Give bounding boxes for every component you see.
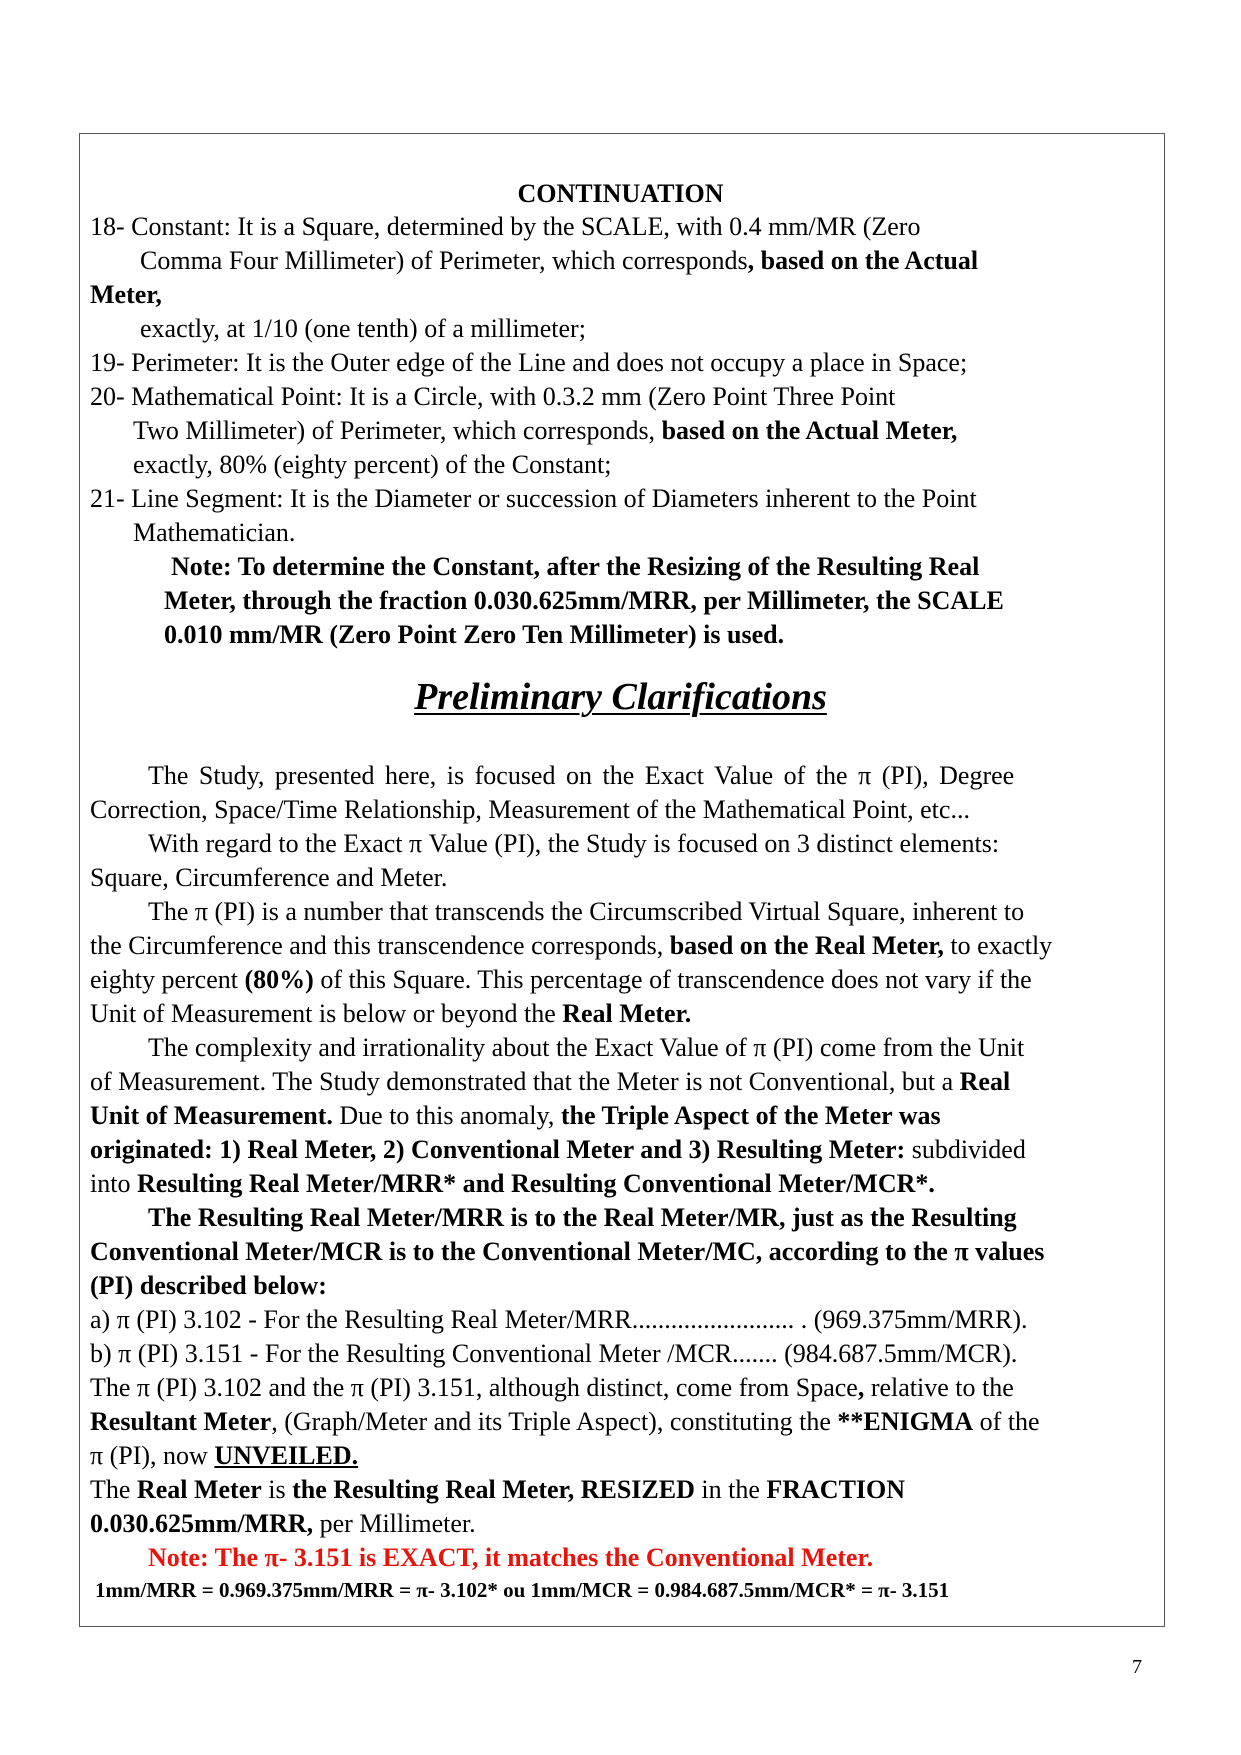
body-line: π (PI), now UNVEILED. [90, 1441, 359, 1470]
body-line: Unit of Measurement. Due to this anomaly, the Triple Aspect of the Meter was [90, 1101, 941, 1130]
body-line: Unit of Measurement is below or beyond the Real Meter. [90, 999, 692, 1028]
body-line: The Resulting Real Meter/MRR is to the Real Meter/MR, just as the Resulting [148, 1203, 1017, 1232]
body-line: The Real Meter is the Resulting Real Meter, RESIZED in the FRACTION [90, 1475, 906, 1504]
body-line: The Study, presented here, is focused on the Exact Value of the π (PI), Degree [148, 761, 1015, 790]
body-line: into Resulting Real Meter/MRR* and Resulting Conventional Meter/MCR*. [90, 1169, 935, 1198]
note-constant-line3: 0.010 mm/MR (Zero Point Zero Ten Millimeter) is used. [164, 620, 785, 649]
definition-21-line1: 21- Line Segment: It is the Diameter or succession of Diameters inherent to the Point [90, 484, 977, 513]
body-line: Conventional Meter/MCR is to the Conventional Meter/MC, according to the π values [90, 1237, 1045, 1266]
definition-21-line2: Mathematician. [133, 518, 296, 547]
definition-18-line3: Meter, [90, 280, 162, 309]
note-exact-pi: Note: The π- 3.151 is EXACT, it matches the Conventional Meter. [148, 1543, 874, 1572]
body-line: The π (PI) 3.102 and the π (PI) 3.151, although distinct, come from Space, relative to the [90, 1373, 1014, 1402]
definition-18-line2: Comma Four Millimeter) of Perimeter, which corresponds, based on the Actual [140, 246, 979, 275]
body-line: With regard to the Exact π Value (PI), the Study is focused on 3 distinct elements: [148, 829, 1000, 858]
definition-20-line2: Two Millimeter) of Perimeter, which corresponds, based on the Actual Meter, [133, 416, 958, 445]
body-line: The complexity and irrationality about the Exact Value of π (PI) come from the Unit [148, 1033, 1025, 1062]
definition-18-line4: exactly, at 1/10 (one tenth) of a millimeter; [140, 314, 586, 343]
body-line: of Measurement. The Study demonstrated that the Meter is not Conventional, but a Real [90, 1067, 1011, 1096]
body-line: the Circumference and this transcendence corresponds, based on the Real Meter, to exactly [90, 931, 1053, 960]
body-line: 0.030.625mm/MRR, per Millimeter. [90, 1509, 476, 1538]
section-heading: Preliminary Clarifications [414, 676, 827, 718]
list-item-a: a) π (PI) 3.102 - For the Resulting Real Meter/MRR......................... . (969.375mm/MRR). [90, 1305, 1028, 1334]
definition-20-line3: exactly, 80% (eighty percent) of the Constant; [133, 450, 612, 479]
body-line: Correction, Space/Time Relationship, Measurement of the Mathematical Point, etc... [90, 795, 970, 824]
list-item-b: b) π (PI) 3.151 - For the Resulting Conventional Meter /MCR....... (984.687.5mm/MCR). [90, 1339, 1018, 1368]
body-line: (PI) described below: [90, 1271, 327, 1300]
note-constant-line2: Meter, through the fraction 0.030.625mm/MRR, per Millimeter, the SCALE [164, 586, 1004, 615]
definition-19: 19- Perimeter: It is the Outer edge of the Line and does not occupy a place in Space; [90, 348, 968, 377]
body-line: Square, Circumference and Meter. [90, 863, 448, 892]
definition-18-line1: 18- Constant: It is a Square, determined by the SCALE, with 0.4 mm/MR (Zero [90, 212, 921, 241]
body-line: originated: 1) Real Meter, 2) Conventional Meter and 3) Resulting Meter: subdivided [90, 1135, 1026, 1164]
formula-line: 1mm/MRR = 0.969.375mm/MRR = π- 3.102* ou 1mm/MCR = 0.984.687.5mm/MCR* = π- 3.151 [95, 1578, 950, 1602]
body-line: Resultant Meter, (Graph/Meter and its Triple Aspect), constituting the **ENIGMA of the [90, 1407, 1040, 1436]
page-number: 7 [1132, 1656, 1142, 1678]
page-title: CONTINUATION [517, 179, 724, 208]
note-constant-line1: Note: To determine the Constant, after the Resizing of the Resulting Real [171, 552, 980, 581]
body-line: eighty percent (80%) of this Square. This percentage of transcendence does not vary if the [90, 965, 1032, 994]
body-line: The π (PI) is a number that transcends the Circumscribed Virtual Square, inherent to [148, 897, 1025, 926]
definition-20-line1: 20- Mathematical Point: It is a Circle, with 0.3.2 mm (Zero Point Three Point [90, 382, 896, 411]
